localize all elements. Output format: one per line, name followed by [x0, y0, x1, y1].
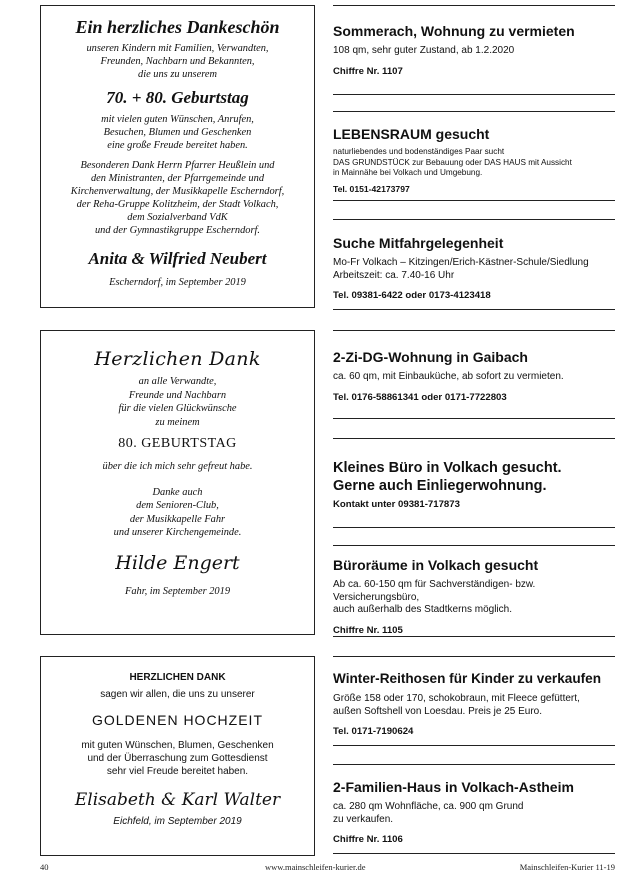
divider	[333, 219, 615, 220]
divider	[333, 745, 615, 746]
thank-you-ad-neubert	[40, 5, 315, 308]
footer-website[interactable]: www.mainschleifen-kurier.de	[265, 862, 366, 872]
classified-contact: Chiffre Nr. 1106	[333, 834, 403, 845]
ad-place-date: Escherndorf, im September 2019	[109, 277, 246, 288]
divider	[333, 438, 615, 439]
ad-title: HERZLICHEN DANK	[129, 672, 226, 683]
classified-heading: Büroräume in Volkach gesucht	[333, 557, 539, 573]
classified-text: ca. 280 qm Wohnfläche, ca. 900 qm Grund zu verkaufen.	[333, 801, 524, 825]
ad-intro: sagen wir allen, die uns zu unserer	[100, 689, 255, 700]
divider	[333, 111, 615, 112]
ad-place-date: Eichfeld, im September 2019	[113, 816, 242, 827]
divider	[333, 853, 615, 854]
classified-text: naturliebendes und bodenständiges Paar sucht DAS GRUNDSTÜCK zur Bebauung oder DAS HAUS mit Aussicht in Mainnähe bei Volkach und Umgebung.	[333, 147, 572, 177]
classified-heading: LEBENSRAUM gesucht	[333, 126, 490, 142]
classified-text: Größe 158 oder 170, schokobraun, mit Fleece gefüttert, außen Softshell von Loesdau. Preis je 25 Euro.	[333, 693, 580, 717]
divider	[333, 330, 615, 331]
classified-sommerach	[333, 22, 615, 77]
ad-names: Elisabeth & Karl Walter	[74, 790, 281, 810]
divider	[333, 545, 615, 546]
thank-you-ad-walter	[40, 656, 315, 856]
classified-reithosen	[333, 670, 615, 737]
classified-text: ca. 60 qm, mit Einbauküche, ab sofort zu vermieten.	[333, 371, 564, 382]
classified-astheim	[333, 778, 615, 845]
ad-intro: an alle Verwandte, Freunde und Nachbarn für die vielen Glückwünsche zu meinem	[118, 376, 237, 428]
divider	[333, 527, 615, 528]
ad-body: über die ich mich sehr gefreut habe.	[102, 461, 253, 472]
footer-issue: Mainschleifen-Kurier 11-19	[519, 862, 615, 872]
ad-body: mit guten Wünschen, Blumen, Geschenken und der Überraschung zum Gottesdienst sehr viel Freude bereitet haben.	[81, 740, 274, 777]
ad-title: Herzlichen Dank	[94, 348, 261, 370]
divider	[333, 764, 615, 765]
classified-contact: Chiffre Nr. 1107	[333, 65, 403, 77]
ad-occasion: GOLDENEN HOCHZEIT	[91, 712, 263, 728]
classified-contact: Tel. 0171-7190624	[333, 726, 414, 737]
classified-heading: Winter-Reithosen für Kinder zu verkaufen	[333, 671, 602, 686]
ad-special-thanks: Danke auch dem Senioren-Club, der Musikkapelle Fahr und unserer Kirchengemeinde.	[113, 486, 242, 538]
ad-place-date: Fahr, im September 2019	[124, 585, 231, 597]
divider	[333, 5, 615, 6]
ad-occasion: 70. + 80. Geburtstag	[106, 88, 249, 107]
classified-heading: 2-Familien-Haus in Volkach-Astheim	[333, 779, 574, 795]
classified-gaibach	[333, 348, 615, 403]
ad-title: Ein herzliches Dankeschön	[75, 17, 280, 37]
divider	[333, 418, 615, 419]
classified-heading: Kleines Büro in Volkach gesucht. Gerne auch Einliegerwohnung.	[333, 460, 562, 494]
classified-contact: Tel. 0151-42173797	[333, 183, 410, 194]
classified-mitfahrgelegenheit	[333, 234, 615, 301]
ad-special-thanks: Besonderen Dank Herrn Pfarrer Heußlein und den Ministranten, der Pfarrgemeinde und Kirchenverwaltung, der Musikkapelle Escherndorf, der Reha-Gruppe Kolitzheim, der Stadt Volkach, dem Sozialverband VdK und der Gymnastikgruppe Escherndorf.	[70, 160, 285, 236]
ad-intro: unseren Kindern mit Familien, Verwandten, Freunden, Nachbarn und Bekannten, die uns zu unserem	[86, 43, 269, 80]
thank-you-ad-engert	[40, 330, 315, 635]
ad-names: Hilde Engert	[115, 551, 240, 574]
divider	[333, 656, 615, 657]
classified-heading: Sommerach, Wohnung zu vermieten	[333, 23, 575, 39]
classified-heading: 2-Zi-DG-Wohnung in Gaibach	[333, 349, 528, 365]
classified-lebensraum	[333, 125, 615, 194]
page-number: 40	[40, 862, 49, 872]
classified-text: 108 qm, sehr guter Zustand, ab 1.2.2020	[333, 45, 515, 56]
classified-text: Mo-Fr Volkach – Kitzingen/Erich-Kästner-Schule/Siedlung Arbeitszeit: ca. 7.40-16 Uhr	[333, 257, 589, 281]
classified-heading: Suche Mitfahrgelegenheit	[333, 235, 504, 251]
ad-occasion: 80. GEBURTSTAG	[118, 436, 237, 451]
divider	[333, 200, 615, 201]
divider	[333, 94, 615, 95]
classified-contact: Chiffre Nr. 1105	[333, 624, 403, 636]
divider	[333, 636, 615, 637]
ad-names: Anita & Wilfried Neubert	[88, 249, 267, 268]
classified-contact: Tel. 0176-58861341 oder 0171-7722803	[333, 391, 507, 403]
classified-text: Ab ca. 60-150 qm für Sachverständigen- bzw. Versicherungsbüro, auch außerhalb des Stadtkerns möglich.	[333, 579, 536, 615]
classified-buero	[333, 459, 615, 510]
classified-bueroraeume	[333, 556, 615, 636]
classified-contact: Kontakt unter 09381-717873	[333, 499, 460, 510]
ad-body: mit vielen guten Wünschen, Anrufen, Besuchen, Blumen und Geschenken eine große Freude bereitet haben.	[101, 114, 254, 151]
divider	[333, 309, 615, 310]
classified-contact: Tel. 09381-6422 oder 0173-4123418	[333, 290, 491, 301]
